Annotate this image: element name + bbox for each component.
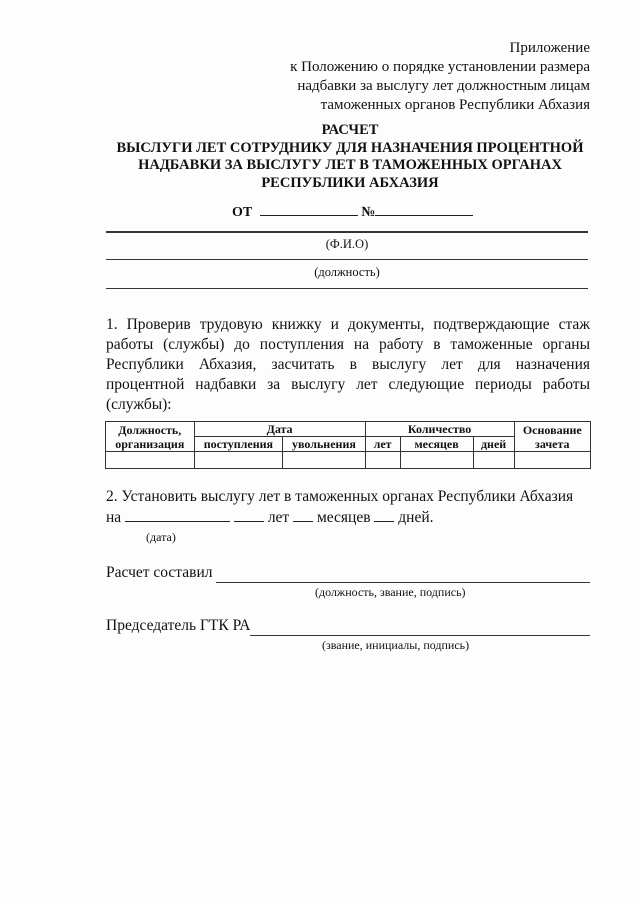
form-body (106, 315, 590, 653)
number-field[interactable] (375, 201, 473, 216)
title-line: РАСЧЕТ (321, 122, 379, 138)
title-line: ВЫСЛУГИ ЛЕТ СОТРУДНИКУ ДЛЯ НАЗНАЧЕНИЯ ПРОЦЕНТНОЙ (116, 139, 584, 156)
from-label: ОТ (232, 205, 253, 220)
paragraph-1: 1. Проверив трудовую книжку и документы, подтверждающие стаж работы (службы) до поступления на работу в таможенные органы Республики Абхазия, засчитать в выслугу лет для назначения процентной надбавки за выслугу лет следующие периоды работы (службы): (106, 316, 590, 413)
compiler-caption: (должность, звание, подпись) (315, 585, 466, 599)
col-position: Должность, организация (106, 422, 195, 452)
position-line[interactable] (106, 259, 588, 260)
fio-caption: (Ф.И.О) (325, 237, 369, 251)
days-field[interactable] (374, 507, 394, 522)
date-caption: (дата) (146, 530, 176, 544)
compiled-by-label: Расчет составил (106, 564, 213, 581)
chairman-label: Председатель ГТК РА (106, 617, 251, 634)
paragraph-2: 2. Установить выслугу лет в таможенных органах Республики Абхазия (106, 488, 574, 505)
compiled-by-line[interactable] (216, 566, 590, 583)
col-months: месяцев (400, 437, 473, 452)
compiled-by-row (106, 563, 590, 583)
months-field[interactable] (293, 507, 313, 522)
col-date: Дата (194, 422, 365, 437)
header-line: к Положению о порядке установлении размера (290, 59, 590, 75)
col-years: лет (365, 437, 400, 452)
extra-line[interactable] (106, 288, 588, 289)
title-line: РЕСПУБЛИКИ АБХАЗИЯ (261, 174, 439, 191)
chairman-line[interactable] (250, 619, 590, 636)
header-line: надбавки за выслугу лет должностным лицам (297, 78, 590, 94)
title-line: НАДБАВКИ ЗА ВЫСЛУГУ ЛЕТ В ТАМОЖЕННЫХ ОРГАНАХ (138, 157, 562, 173)
col-basis: Основание зачета (514, 422, 590, 452)
header-line: Приложение (509, 40, 590, 56)
col-days: дней (473, 437, 514, 452)
service-length-line: на лет месяцев дней. (106, 509, 434, 526)
col-date-out: увольнения (283, 437, 365, 452)
years-field[interactable] (234, 507, 264, 522)
document-title (100, 122, 600, 192)
service-periods-table (105, 421, 591, 469)
number-label: № (361, 205, 376, 220)
date-number-line (232, 201, 473, 221)
date-field[interactable] (260, 201, 358, 216)
chairman-caption: (звание, инициалы, подпись) (322, 638, 470, 652)
position-caption: (должность) (314, 265, 380, 279)
appendix-header (290, 39, 590, 115)
service-date-field[interactable] (125, 507, 230, 522)
fio-line[interactable] (106, 231, 588, 233)
header-line: таможенных органов Республики Абхазия (320, 97, 590, 113)
chairman-row (106, 616, 590, 636)
col-quantity: Количество (365, 422, 514, 437)
col-date-in: поступления (194, 437, 283, 452)
table-row (106, 452, 591, 469)
